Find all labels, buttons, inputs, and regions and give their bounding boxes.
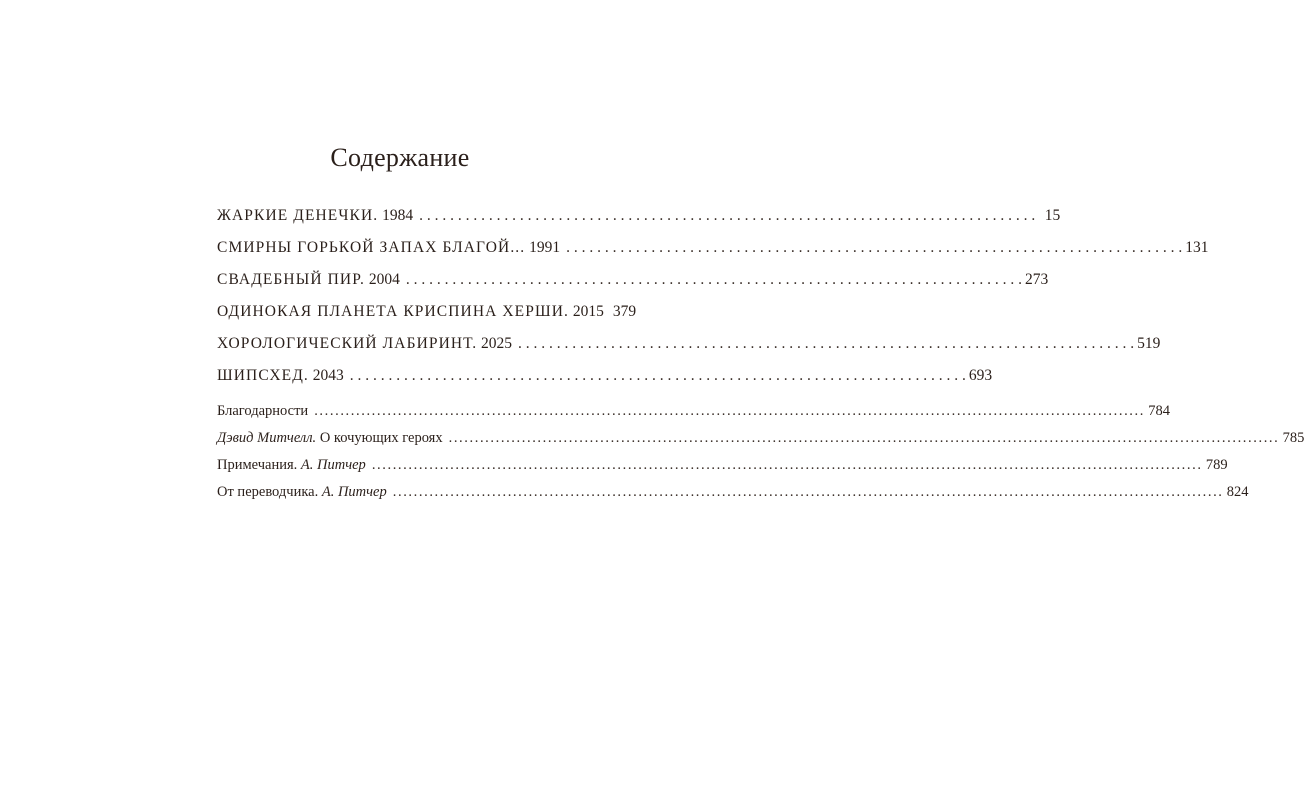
toc-page-number: 131 <box>1185 239 1209 256</box>
toc-entry-title <box>217 207 413 225</box>
toc-entry-year: 2015 <box>572 303 604 320</box>
toc-entry-title <box>217 430 443 447</box>
toc-entry-name: ОДИНОКАЯ ПЛАНЕТА КРИСПИНА ХЕРШИ. <box>217 303 569 320</box>
toc-entry-year: 1984 <box>382 207 414 224</box>
toc-entry-name: ШИПСХЕД. <box>217 367 309 384</box>
dot-leader <box>372 457 1203 474</box>
toc-page-number: 693 <box>968 367 993 384</box>
toc-back-entry-1 <box>217 403 1170 430</box>
dot-leader <box>566 239 1182 257</box>
dot-leader <box>350 367 966 385</box>
toc-entry-year: 2004 <box>368 271 400 288</box>
toc-entry-1 <box>217 207 1061 239</box>
toc-entry-title <box>217 367 344 385</box>
toc-entry-text: От переводчика. <box>217 484 322 500</box>
toc-entry-name: СВАДЕБНЫЙ ПИР. <box>217 271 365 288</box>
toc-back-matter-section <box>217 403 1304 511</box>
toc-entry-title <box>217 239 560 257</box>
toc-page-number: 273 <box>1024 271 1049 288</box>
toc-entry-name: ХОРОЛОГИЧЕСКИЙ ЛАБИРИНТ. <box>217 335 478 352</box>
toc-entry-text: О кочующих героях <box>316 430 443 446</box>
toc-entry-author: А. Питчер <box>300 457 366 473</box>
dot-leader <box>314 403 1145 420</box>
toc-back-entry-3 <box>217 457 1228 484</box>
toc-entry-year: 2043 <box>312 367 344 384</box>
toc-entry-5 <box>217 335 1161 367</box>
toc-entry-title <box>217 484 387 501</box>
toc-page-number: 784 <box>1148 403 1170 419</box>
toc-entry-title <box>217 303 604 321</box>
toc-entry-4 <box>217 303 637 335</box>
toc-entry-year: 1991 <box>529 239 561 256</box>
toc-entry-text: Благодарности <box>217 403 309 419</box>
dot-leader <box>406 271 1022 289</box>
toc-entry-2 <box>217 239 1209 271</box>
toc-entry-name: ЖАРКИЕ ДЕНЕЧКИ. <box>217 207 379 224</box>
toc-page-number: 519 <box>1137 335 1161 352</box>
toc-entry-name: СМИРНЫ ГОРЬКОЙ ЗАПАХ БЛАГОЙ... <box>217 239 526 256</box>
toc-entry-6 <box>217 367 993 399</box>
dot-leader <box>393 484 1224 501</box>
toc-entry-title <box>217 457 366 474</box>
toc-entry-title <box>217 271 400 289</box>
toc-entry-year: 2025 <box>481 335 513 352</box>
toc-entry-text: Примечания. <box>217 457 301 473</box>
toc-page-number: 824 <box>1226 484 1249 500</box>
toc-entry-italic: Дэвид Митчелл. <box>217 430 317 446</box>
dot-leader <box>419 207 1035 225</box>
toc-entry-3 <box>217 271 1049 303</box>
toc-back-entry-4 <box>217 484 1249 511</box>
toc-page-number: 785 <box>1282 430 1304 446</box>
toc-page-number: 789 <box>1205 457 1228 473</box>
dot-leader <box>449 430 1280 447</box>
page-title: Содержание <box>330 143 470 172</box>
toc-page-number: 379 <box>612 303 637 320</box>
dot-leader <box>518 335 1134 353</box>
toc-page-number: 15 <box>1044 207 1061 224</box>
toc-entry-title <box>217 403 308 420</box>
toc-entry-author: А. Питчер <box>321 484 387 500</box>
toc-back-entry-2 <box>217 430 1304 457</box>
toc-entry-title <box>217 335 512 353</box>
toc-main-section <box>217 207 1209 399</box>
